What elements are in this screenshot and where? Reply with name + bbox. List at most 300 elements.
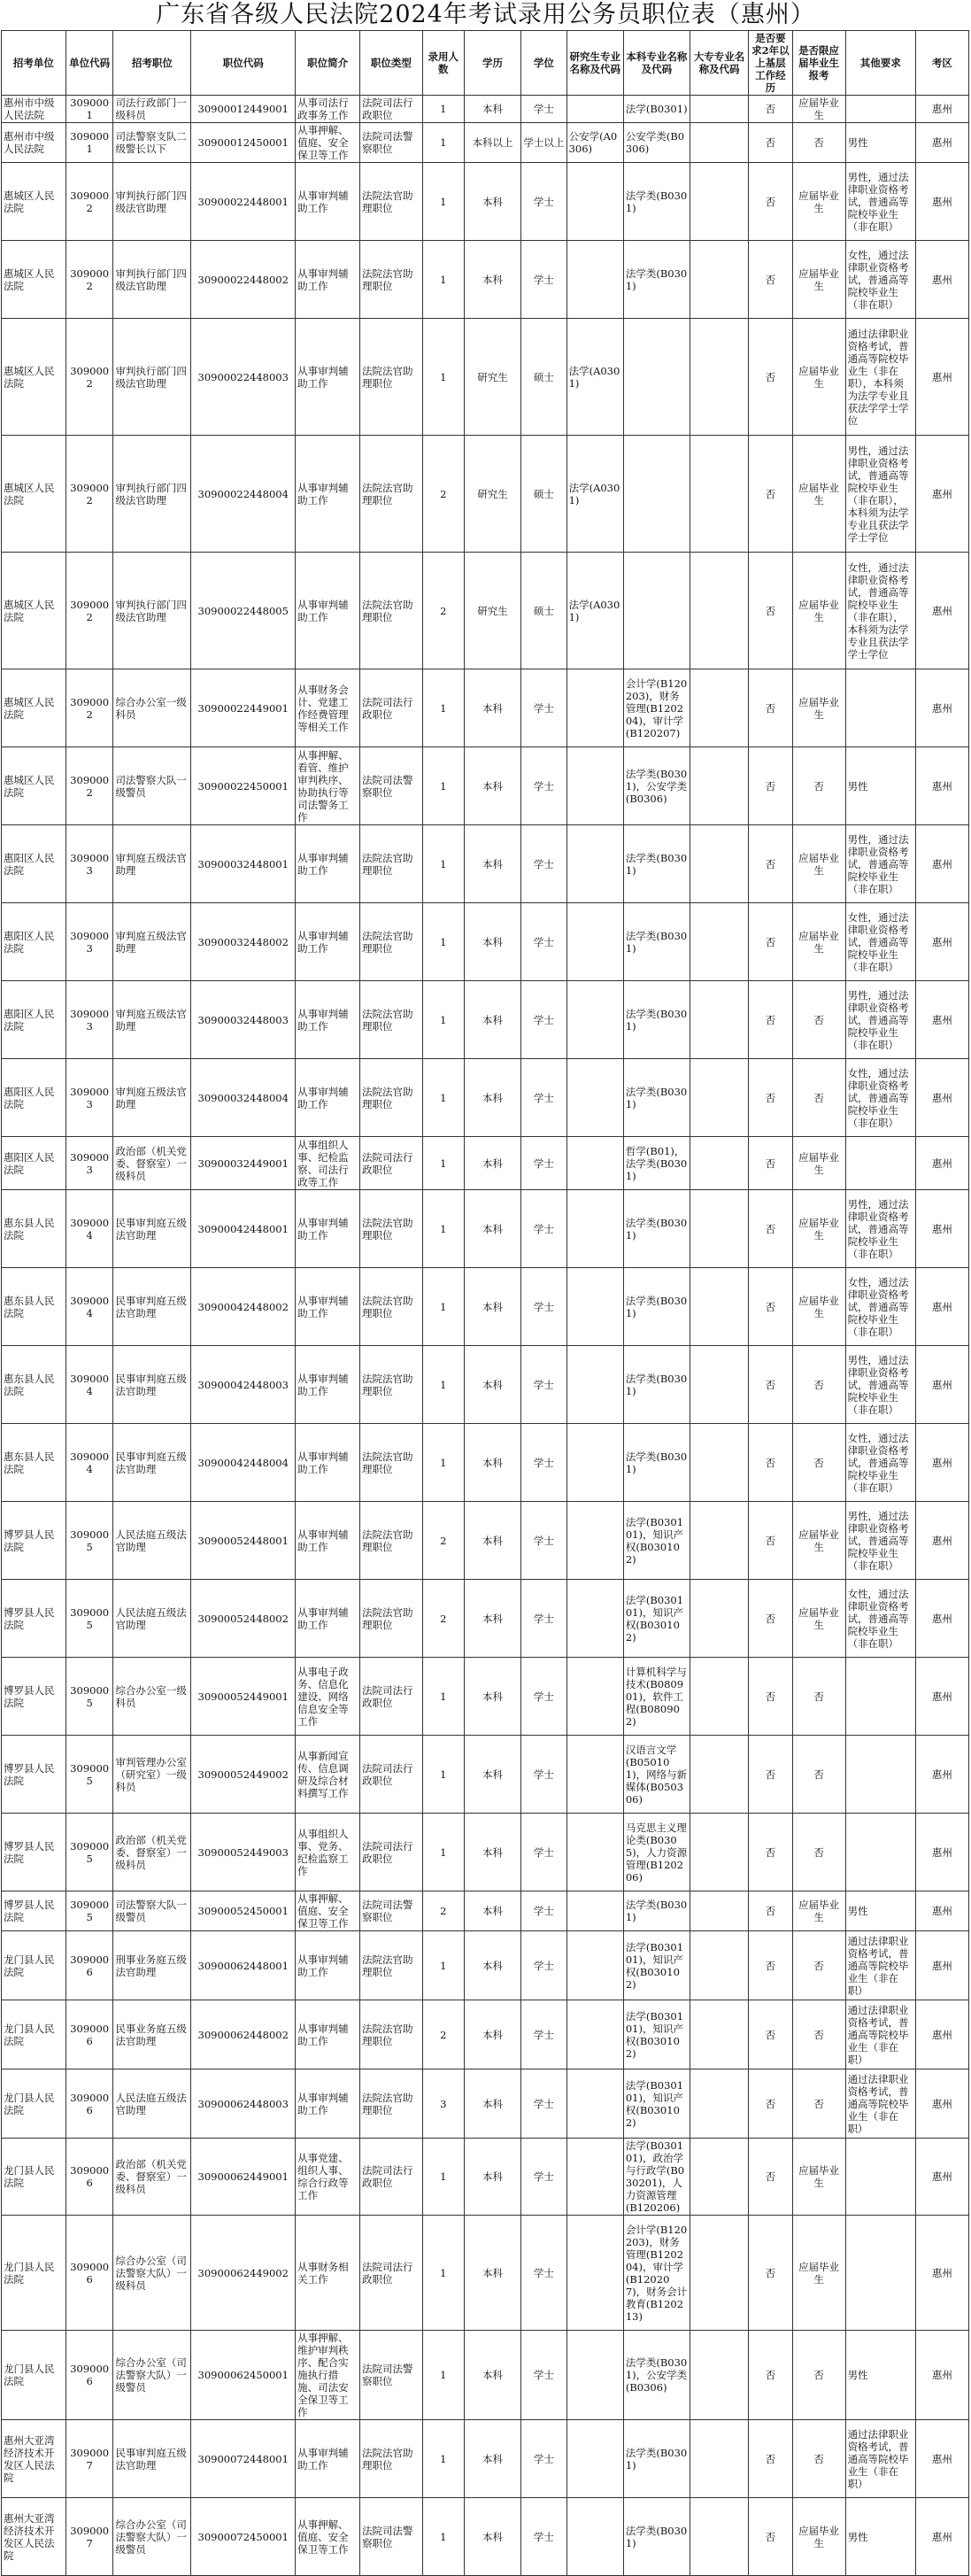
- graduate-only-cell: 应届毕业生: [792, 2139, 845, 2216]
- degree-cell: 学士: [521, 669, 566, 747]
- grassroots-cell: 否: [749, 2069, 792, 2139]
- unit-code-cell: 3090004: [66, 1268, 113, 1346]
- undergrad-major-cell: 公安学类(B0306): [623, 123, 690, 163]
- graduate-only-cell: 应届毕业生: [792, 2216, 845, 2331]
- exam-area-cell: 惠州: [915, 2216, 968, 2331]
- count-cell: 1: [422, 747, 464, 825]
- graduate-only-cell: 否: [792, 1736, 845, 1814]
- exam-area-cell: 惠州: [915, 2498, 968, 2576]
- undergrad-major-cell: 法学类(B0301): [623, 825, 690, 903]
- graduate-only-cell: 否: [792, 1931, 845, 2000]
- graduate-only-cell: 否: [792, 2069, 845, 2139]
- unit-code-cell: 3090002: [66, 436, 113, 553]
- other-req-cell: 男性，通过法律职业资格考试，普通高等院校毕业生（非在职）: [845, 1346, 915, 1424]
- degree-cell: 学士: [521, 1268, 566, 1346]
- undergrad-major-cell: 法学(B030101)，知识产权(B030102): [623, 2000, 690, 2069]
- type-cell: 法院法官助理职位: [360, 1059, 423, 1137]
- unit-code-cell: 3090005: [66, 1736, 113, 1814]
- other-req-cell: [845, 96, 915, 123]
- unit-cell: 惠城区人民法院: [2, 163, 66, 241]
- position-code-cell: 30900032449001: [191, 1137, 296, 1190]
- type-cell: 法院法官助理职位: [360, 319, 423, 436]
- description-cell: 从事财务会计、党建工作经费管理等相关工作: [296, 669, 360, 747]
- position-cell: 民事审判庭五级法官助理: [113, 1346, 191, 1424]
- degree-cell: 学士: [521, 825, 566, 903]
- table-row: [2, 2420, 969, 2498]
- grad-major-cell: [566, 2139, 623, 2216]
- description-cell: 从事押解、维护审判秩序、配合实施执行措施、司法安全保卫等工作: [296, 2331, 360, 2420]
- grad-major-cell: [566, 1059, 623, 1137]
- position-cell: 司法警察大队一级警员: [113, 747, 191, 825]
- degree-cell: 学士: [521, 96, 566, 123]
- description-cell: 从事电子政务、信息化建设、网络信息安全等工作: [296, 1658, 360, 1736]
- table-row: [2, 2331, 969, 2420]
- position-cell: 司法警察支队二级警长以下: [113, 123, 191, 163]
- type-cell: 法院法官助理职位: [360, 2069, 423, 2139]
- unit-cell: 惠州大亚湾经济技术开发区人民法院: [2, 2420, 66, 2498]
- grad-major-cell: [566, 1346, 623, 1424]
- unit-code-cell: 3090005: [66, 1580, 113, 1658]
- college-major-cell: [690, 241, 748, 319]
- unit-code-cell: 3090002: [66, 241, 113, 319]
- unit-code-cell: 3090006: [66, 2331, 113, 2420]
- header-cell: 研究生专业名称及代码: [566, 31, 623, 96]
- grad-major-cell: [566, 96, 623, 123]
- position-cell: 政治部（机关党委、督察室）一级科员: [113, 1137, 191, 1190]
- degree-cell: 硕士: [521, 436, 566, 553]
- header-cell: 学历: [464, 31, 520, 96]
- undergrad-major-cell: 法学类(B0301)，公安学类(B0306): [623, 747, 690, 825]
- description-cell: 从事审判辅助工作: [296, 1502, 360, 1580]
- college-major-cell: [690, 669, 748, 747]
- unit-cell: 惠城区人民法院: [2, 436, 66, 553]
- position-cell: 民事审判庭五级法官助理: [113, 1268, 191, 1346]
- type-cell: 法院法官助理职位: [360, 436, 423, 553]
- education-cell: 本科: [464, 1891, 520, 1931]
- description-cell: 从事审判辅助工作: [296, 1580, 360, 1658]
- unit-code-cell: 3090002: [66, 747, 113, 825]
- grad-major-cell: [566, 2069, 623, 2139]
- position-cell: 审判执行部门四级法官助理: [113, 163, 191, 241]
- graduate-only-cell: 应届毕业生: [792, 319, 845, 436]
- other-req-cell: 男性，通过法律职业资格考试，普通高等院校毕业生（非在职）: [845, 825, 915, 903]
- description-cell: 从事党建、组织人事、综合行政等工作: [296, 2139, 360, 2216]
- college-major-cell: [690, 96, 748, 123]
- college-major-cell: [690, 2420, 748, 2498]
- degree-cell: 学士: [521, 981, 566, 1059]
- position-code-cell: 30900022448005: [191, 553, 296, 669]
- position-cell: 审判执行部门四级法官助理: [113, 319, 191, 436]
- education-cell: 本科: [464, 1736, 520, 1814]
- degree-cell: 学士: [521, 2420, 566, 2498]
- position-code-cell: 30900022448003: [191, 319, 296, 436]
- unit-code-cell: 3090003: [66, 825, 113, 903]
- graduate-only-cell: 否: [792, 1424, 845, 1502]
- count-cell: 1: [422, 825, 464, 903]
- college-major-cell: [690, 123, 748, 163]
- unit-cell: 博罗县人民法院: [2, 1736, 66, 1814]
- position-cell: 民事业务庭五级法官助理: [113, 2000, 191, 2069]
- other-req-cell: 男性: [845, 123, 915, 163]
- unit-code-cell: 3090006: [66, 2000, 113, 2069]
- education-cell: 本科: [464, 1268, 520, 1346]
- graduate-only-cell: 否: [792, 1814, 845, 1891]
- college-major-cell: [690, 825, 748, 903]
- count-cell: 1: [422, 163, 464, 241]
- education-cell: 本科: [464, 825, 520, 903]
- degree-cell: 学士: [521, 1814, 566, 1891]
- degree-cell: 学士: [521, 2139, 566, 2216]
- type-cell: 法院司法行政职位: [360, 1658, 423, 1736]
- count-cell: 1: [422, 123, 464, 163]
- count-cell: 1: [422, 2216, 464, 2331]
- education-cell: 本科: [464, 1424, 520, 1502]
- position-code-cell: 30900072450001: [191, 2498, 296, 2576]
- position-cell: 人民法庭五级法官助理: [113, 1580, 191, 1658]
- position-cell: 综合办公室一级科员: [113, 669, 191, 747]
- table-header-row: [2, 31, 969, 96]
- degree-cell: 学士: [521, 1736, 566, 1814]
- grassroots-cell: 否: [749, 1346, 792, 1424]
- undergrad-major-cell: 法学(B0301): [623, 96, 690, 123]
- other-req-cell: 男性，通过法律职业资格考试，普通高等院校毕业生（非在职）: [845, 981, 915, 1059]
- education-cell: 本科: [464, 2498, 520, 2576]
- unit-code-cell: 3090006: [66, 1931, 113, 2000]
- other-req-cell: [845, 1658, 915, 1736]
- exam-area-cell: 惠州: [915, 2000, 968, 2069]
- education-cell: 本科: [464, 903, 520, 981]
- grad-major-cell: [566, 747, 623, 825]
- grassroots-cell: 否: [749, 241, 792, 319]
- other-req-cell: [845, 2139, 915, 2216]
- undergrad-major-cell: 法学类(B0301)，公安学类(B0306): [623, 2331, 690, 2420]
- graduate-only-cell: 应届毕业生: [792, 669, 845, 747]
- exam-area-cell: 惠州: [915, 903, 968, 981]
- table-row: [2, 2216, 969, 2331]
- description-cell: 从事审判辅助工作: [296, 2069, 360, 2139]
- graduate-only-cell: 否: [792, 2331, 845, 2420]
- position-code-cell: 30900052448002: [191, 1580, 296, 1658]
- other-req-cell: 男性: [845, 2331, 915, 2420]
- table-row: [2, 2069, 969, 2139]
- position-code-cell: 30900062449002: [191, 2216, 296, 2331]
- description-cell: 从事押解、值庭、安全保卫等工作: [296, 2498, 360, 2576]
- position-code-cell: 30900012449001: [191, 96, 296, 123]
- table-row: [2, 1268, 969, 1346]
- education-cell: 本科: [464, 2000, 520, 2069]
- unit-cell: 龙门县人民法院: [2, 2139, 66, 2216]
- unit-cell: 惠城区人民法院: [2, 553, 66, 669]
- type-cell: 法院司法行政职位: [360, 1736, 423, 1814]
- type-cell: 法院法官助理职位: [360, 553, 423, 669]
- description-cell: 从事押解、值庭、安全保卫等工作: [296, 123, 360, 163]
- college-major-cell: [690, 319, 748, 436]
- college-major-cell: [690, 2000, 748, 2069]
- degree-cell: 学士: [521, 1931, 566, 2000]
- grad-major-cell: [566, 163, 623, 241]
- other-req-cell: [845, 1814, 915, 1891]
- college-major-cell: [690, 981, 748, 1059]
- unit-code-cell: 3090004: [66, 1346, 113, 1424]
- position-cell: 综合办公室（司法警察大队）一级科员: [113, 2216, 191, 2331]
- undergrad-major-cell: 法学类(B0301): [623, 1268, 690, 1346]
- count-cell: 2: [422, 1891, 464, 1931]
- grad-major-cell: [566, 1268, 623, 1346]
- position-code-cell: 30900062449001: [191, 2139, 296, 2216]
- position-cell: 政治部（机关党委、督察室）一级科员: [113, 1814, 191, 1891]
- undergrad-major-cell: 法学(B030101)，知识产权(B030102): [623, 1502, 690, 1580]
- position-code-cell: 30900042448001: [191, 1190, 296, 1268]
- unit-code-cell: 3090007: [66, 2498, 113, 2576]
- unit-code-cell: 3090006: [66, 2139, 113, 2216]
- exam-area-cell: 惠州: [915, 1814, 968, 1891]
- degree-cell: 学士: [521, 1137, 566, 1190]
- count-cell: 1: [422, 241, 464, 319]
- count-cell: 2: [422, 553, 464, 669]
- unit-cell: 惠东县人民法院: [2, 1190, 66, 1268]
- description-cell: 从事组织人事、党务、纪检监察工作: [296, 1814, 360, 1891]
- grad-major-cell: [566, 1137, 623, 1190]
- grad-major-cell: 法学(A0301): [566, 436, 623, 553]
- type-cell: 法院法官助理职位: [360, 2000, 423, 2069]
- count-cell: 1: [422, 96, 464, 123]
- unit-cell: 惠州市中级人民法院: [2, 96, 66, 123]
- unit-cell: 博罗县人民法院: [2, 1891, 66, 1931]
- undergrad-major-cell: 会计学(B120203)，财务管理(B120204)，审计学(B120207)，财务会计教育(B120213): [623, 2216, 690, 2331]
- degree-cell: 学士: [521, 1502, 566, 1580]
- unit-cell: 博罗县人民法院: [2, 1658, 66, 1736]
- count-cell: 1: [422, 1346, 464, 1424]
- position-code-cell: 30900042448003: [191, 1346, 296, 1424]
- degree-cell: 学士: [521, 241, 566, 319]
- undergrad-major-cell: 法学类(B0301): [623, 1190, 690, 1268]
- unit-code-cell: 3090003: [66, 981, 113, 1059]
- description-cell: 从事押解、看管、维护审判秩序、协助执行等司法警务工作: [296, 747, 360, 825]
- college-major-cell: [690, 1190, 748, 1268]
- exam-area-cell: 惠州: [915, 96, 968, 123]
- graduate-only-cell: 否: [792, 1059, 845, 1137]
- education-cell: 本科: [464, 1137, 520, 1190]
- other-req-cell: 女性，通过法律职业资格考试，普通高等院校毕业生（非在职）: [845, 1580, 915, 1658]
- unit-code-cell: 3090005: [66, 1658, 113, 1736]
- grad-major-cell: [566, 2420, 623, 2498]
- count-cell: 1: [422, 2498, 464, 2576]
- header-cell: 学位: [521, 31, 566, 96]
- grassroots-cell: 否: [749, 163, 792, 241]
- header-cell: 职位简介: [296, 31, 360, 96]
- unit-code-cell: 3090003: [66, 1059, 113, 1137]
- position-code-cell: 30900052449003: [191, 1814, 296, 1891]
- description-cell: 从事组织人事、纪检监察、司法行政等工作: [296, 1137, 360, 1190]
- degree-cell: 学士: [521, 1346, 566, 1424]
- undergrad-major-cell: 法学(B030101)，知识产权(B030102): [623, 2069, 690, 2139]
- unit-cell: 惠东县人民法院: [2, 1346, 66, 1424]
- count-cell: 1: [422, 1658, 464, 1736]
- table-row: [2, 1580, 969, 1658]
- header-cell: 录用人数: [422, 31, 464, 96]
- table-row: [2, 1891, 969, 1931]
- table-row: [2, 825, 969, 903]
- degree-cell: 学士: [521, 2069, 566, 2139]
- other-req-cell: 女性，通过法律职业资格考试，普通高等院校毕业生（非在职）: [845, 241, 915, 319]
- unit-code-cell: 3090005: [66, 1502, 113, 1580]
- grad-major-cell: [566, 1931, 623, 2000]
- grassroots-cell: 否: [749, 436, 792, 553]
- exam-area-cell: 惠州: [915, 2420, 968, 2498]
- exam-area-cell: 惠州: [915, 436, 968, 553]
- degree-cell: 学士: [521, 163, 566, 241]
- position-cell: 政治部（机关党委、督察室）一级科员: [113, 2139, 191, 2216]
- college-major-cell: [690, 2069, 748, 2139]
- grad-major-cell: [566, 241, 623, 319]
- type-cell: 法院法官助理职位: [360, 1580, 423, 1658]
- undergrad-major-cell: 法学类(B0301): [623, 1424, 690, 1502]
- education-cell: 本科: [464, 1658, 520, 1736]
- unit-cell: 惠东县人民法院: [2, 1424, 66, 1502]
- description-cell: 从事审判辅助工作: [296, 241, 360, 319]
- table-row: [2, 903, 969, 981]
- degree-cell: 学士: [521, 2498, 566, 2576]
- description-cell: 从事审判辅助工作: [296, 2000, 360, 2069]
- position-code-cell: 30900052449002: [191, 1736, 296, 1814]
- header-cell: 职位类型: [360, 31, 423, 96]
- count-cell: 1: [422, 319, 464, 436]
- count-cell: 1: [422, 1190, 464, 1268]
- grad-major-cell: [566, 2216, 623, 2331]
- grad-major-cell: [566, 1424, 623, 1502]
- undergrad-major-cell: 会计学(B120203)，财务管理(B120204)，审计学(B120207): [623, 669, 690, 747]
- position-cell: 综合办公室（司法警察大队）一级警员: [113, 2498, 191, 2576]
- exam-area-cell: 惠州: [915, 553, 968, 669]
- description-cell: 从事审判辅助工作: [296, 981, 360, 1059]
- grad-major-cell: [566, 1814, 623, 1891]
- college-major-cell: [690, 2331, 748, 2420]
- table-row: [2, 1190, 969, 1268]
- exam-area-cell: 惠州: [915, 1059, 968, 1137]
- unit-cell: 博罗县人民法院: [2, 1580, 66, 1658]
- position-cell: 审判管理办公室（研究室）一级科员: [113, 1736, 191, 1814]
- table-row: [2, 1931, 969, 2000]
- type-cell: 法院法官助理职位: [360, 1931, 423, 2000]
- header-cell: 其他要求: [845, 31, 915, 96]
- description-cell: 从事司法行政事务工作: [296, 96, 360, 123]
- college-major-cell: [690, 163, 748, 241]
- type-cell: 法院法官助理职位: [360, 981, 423, 1059]
- exam-area-cell: 惠州: [915, 1580, 968, 1658]
- education-cell: 本科: [464, 2420, 520, 2498]
- other-req-cell: [845, 669, 915, 747]
- position-cell: 人民法庭五级法官助理: [113, 1502, 191, 1580]
- graduate-only-cell: 否: [792, 747, 845, 825]
- page-title: 广东省各级人民法院2024年考试录用公务员职位表（惠州）: [156, 1, 815, 28]
- college-major-cell: [690, 1502, 748, 1580]
- unit-cell: 惠州市中级人民法院: [2, 123, 66, 163]
- unit-cell: 博罗县人民法院: [2, 1502, 66, 1580]
- position-cell: 民事审判庭五级法官助理: [113, 1424, 191, 1502]
- undergrad-major-cell: 法学类(B0301): [623, 1346, 690, 1424]
- unit-code-cell: 3090002: [66, 669, 113, 747]
- exam-area-cell: 惠州: [915, 981, 968, 1059]
- grassroots-cell: 否: [749, 2420, 792, 2498]
- graduate-only-cell: 应届毕业生: [792, 436, 845, 553]
- grassroots-cell: 否: [749, 1190, 792, 1268]
- unit-code-cell: 3090004: [66, 1190, 113, 1268]
- table-row: [2, 2000, 969, 2069]
- type-cell: 法院法官助理职位: [360, 2420, 423, 2498]
- position-code-cell: 30900022449001: [191, 669, 296, 747]
- graduate-only-cell: 应届毕业生: [792, 1268, 845, 1346]
- table-row: [2, 319, 969, 436]
- undergrad-major-cell: 法学类(B0301): [623, 241, 690, 319]
- college-major-cell: [690, 2216, 748, 2331]
- unit-code-cell: 3090003: [66, 903, 113, 981]
- undergrad-major-cell: 法学类(B0301): [623, 981, 690, 1059]
- unit-cell: 惠东县人民法院: [2, 1268, 66, 1346]
- position-code-cell: 30900062448003: [191, 2069, 296, 2139]
- education-cell: 本科: [464, 163, 520, 241]
- table-row: [2, 1736, 969, 1814]
- other-req-cell: 男性: [845, 2498, 915, 2576]
- unit-cell: 惠城区人民法院: [2, 747, 66, 825]
- education-cell: 研究生: [464, 553, 520, 669]
- grassroots-cell: 否: [749, 123, 792, 163]
- count-cell: 1: [422, 981, 464, 1059]
- position-cell: 审判庭五级法官助理: [113, 981, 191, 1059]
- table-row: [2, 96, 969, 123]
- degree-cell: 学士: [521, 1658, 566, 1736]
- unit-code-cell: 3090006: [66, 2216, 113, 2331]
- grassroots-cell: 否: [749, 553, 792, 669]
- college-major-cell: [690, 1931, 748, 2000]
- description-cell: 从事审判辅助工作: [296, 2420, 360, 2498]
- other-req-cell: [845, 1736, 915, 1814]
- unit-code-cell: 3090004: [66, 1424, 113, 1502]
- type-cell: 法院司法警察职位: [360, 747, 423, 825]
- graduate-only-cell: 应届毕业生: [792, 553, 845, 669]
- position-cell: 审判执行部门四级法官助理: [113, 553, 191, 669]
- other-req-cell: [845, 1137, 915, 1190]
- grad-major-cell: [566, 825, 623, 903]
- exam-area-cell: 惠州: [915, 241, 968, 319]
- type-cell: 法院司法警察职位: [360, 2331, 423, 2420]
- other-req-cell: 女性，通过法律职业资格考试，普通高等院校毕业生（非在职）: [845, 1424, 915, 1502]
- degree-cell: 学士: [521, 1190, 566, 1268]
- position-code-cell: 30900012450001: [191, 123, 296, 163]
- other-req-cell: 通过法律职业资格考试，普通高等院校毕业生（非在职），本科须为法学专业且获法学学士学位: [845, 319, 915, 436]
- header-cell: 大专专业名称及代码: [690, 31, 748, 96]
- type-cell: 法院法官助理职位: [360, 1190, 423, 1268]
- count-cell: 1: [422, 2420, 464, 2498]
- grassroots-cell: 否: [749, 2139, 792, 2216]
- description-cell: 从事审判辅助工作: [296, 1059, 360, 1137]
- education-cell: 研究生: [464, 319, 520, 436]
- position-cell: 审判庭五级法官助理: [113, 903, 191, 981]
- position-code-cell: 30900052448001: [191, 1502, 296, 1580]
- position-code-cell: 30900022448001: [191, 163, 296, 241]
- education-cell: 本科: [464, 747, 520, 825]
- grassroots-cell: 否: [749, 1137, 792, 1190]
- table-row: [2, 981, 969, 1059]
- description-cell: 从事审判辅助工作: [296, 163, 360, 241]
- grad-major-cell: [566, 1502, 623, 1580]
- undergrad-major-cell: 汉语言文学(B050101)，网络与新媒体(B050306): [623, 1736, 690, 1814]
- position-code-cell: 30900052449001: [191, 1658, 296, 1736]
- college-major-cell: [690, 436, 748, 553]
- table-row: [2, 436, 969, 553]
- grassroots-cell: 否: [749, 1268, 792, 1346]
- position-code-cell: 30900042448004: [191, 1424, 296, 1502]
- grassroots-cell: 否: [749, 2498, 792, 2576]
